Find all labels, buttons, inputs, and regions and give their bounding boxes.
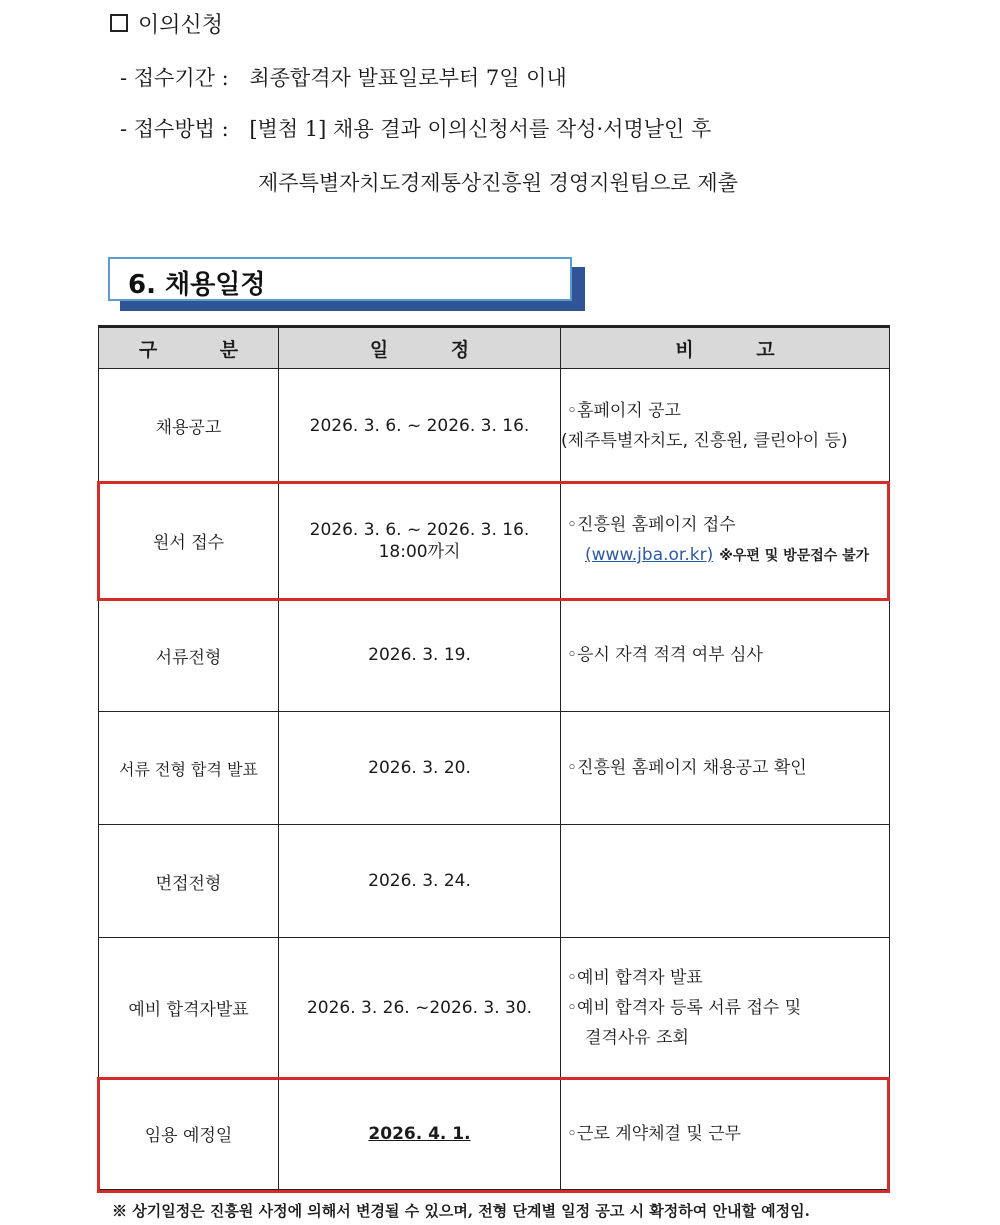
row-category: 서류 전형 합격 발표 [99, 712, 279, 825]
row-note [561, 483, 890, 599]
section-title: 6. 채용일정 [128, 270, 266, 300]
row-schedule [279, 1078, 561, 1190]
row-note: ◦근로 계약체결 및 근무 [561, 1078, 890, 1190]
row-category: 임용 예정일 [99, 1078, 279, 1190]
header-schedule: 일 정 [279, 327, 561, 369]
no-mail-note: ※우편 및 방문접수 불가 [719, 548, 870, 564]
row-note: ◦응시 자격 적격 여부 심사 [561, 599, 890, 712]
period-value: 최종합격자 발표일로부터 7일 이내 [249, 66, 567, 90]
table-header-row [99, 327, 890, 369]
homepage-link[interactable]: (www.jba.or.kr) [585, 545, 714, 565]
row-schedule: 2026. 3. 26. ~2026. 3. 30. [279, 938, 561, 1078]
note-line: ◦진흥원 홈페이지 접수 [567, 515, 736, 535]
note-line: (제주특별자치도, 진흥원, 클린아이 등) [561, 430, 848, 451]
note-line: ◦홈페이지 공고 [567, 400, 681, 421]
note-line: ◦예비 합격자 등록 서류 접수 및 [567, 997, 802, 1018]
header-note: 비 고 [561, 327, 890, 369]
note-line: ◦예비 합격자 발표 [567, 967, 703, 988]
period-label: - 접수기간 : [120, 66, 229, 90]
table-row [99, 1078, 890, 1190]
table-row [99, 369, 890, 483]
row-schedule [279, 483, 561, 599]
checkbox-bullet-icon [110, 14, 128, 32]
method-label: - 접수방법 : [120, 117, 229, 141]
row-category: 면접전형 [99, 825, 279, 938]
objection-title: 이의신청 [138, 13, 224, 38]
appointment-date: 2026. 4. 1. [368, 1123, 471, 1144]
row-note [561, 938, 890, 1078]
section-heading [108, 257, 572, 301]
row-schedule: 2026. 3. 19. [279, 599, 561, 712]
footnote: ※ 상기일정은 진흥원 사정에 의해서 변경될 수 있으며, 전형 단계별 일정 공고 시 확정하여 안내할 예정임. [112, 1202, 810, 1220]
method-line [120, 113, 711, 143]
period-line [120, 62, 567, 92]
row-note [561, 369, 890, 483]
row-schedule: 2026. 3. 6. ~ 2026. 3. 16. [279, 369, 561, 483]
table-row [99, 825, 890, 938]
table-row [99, 712, 890, 825]
row-schedule: 2026. 3. 20. [279, 712, 561, 825]
schedule-line: 2026. 3. 6. ~ 2026. 3. 16. [309, 519, 530, 540]
table-row [99, 599, 890, 712]
header-category: 구 분 [99, 327, 279, 369]
row-category: 채용공고 [99, 369, 279, 483]
table-row [99, 938, 890, 1078]
note-line [567, 540, 889, 571]
table-row [99, 483, 890, 599]
row-note [561, 825, 890, 938]
schedule-line: 18:00까지 [378, 541, 461, 562]
method-value-1: [별첨 1] 채용 결과 이의신청서를 작성·서명날인 후 [249, 117, 712, 141]
row-category: 예비 합격자발표 [99, 938, 279, 1078]
schedule-table [98, 325, 890, 1190]
row-category: 서류전형 [99, 599, 279, 712]
row-category: 원서 접수 [99, 483, 279, 599]
note-line: 결격사유 조회 [585, 1027, 689, 1048]
row-note: ◦진흥원 홈페이지 채용공고 확인 [561, 712, 890, 825]
method-value-2: 제주특별자치도경제통상진흥원 경영지원팀으로 제출 [258, 171, 738, 195]
row-schedule: 2026. 3. 24. [279, 825, 561, 938]
